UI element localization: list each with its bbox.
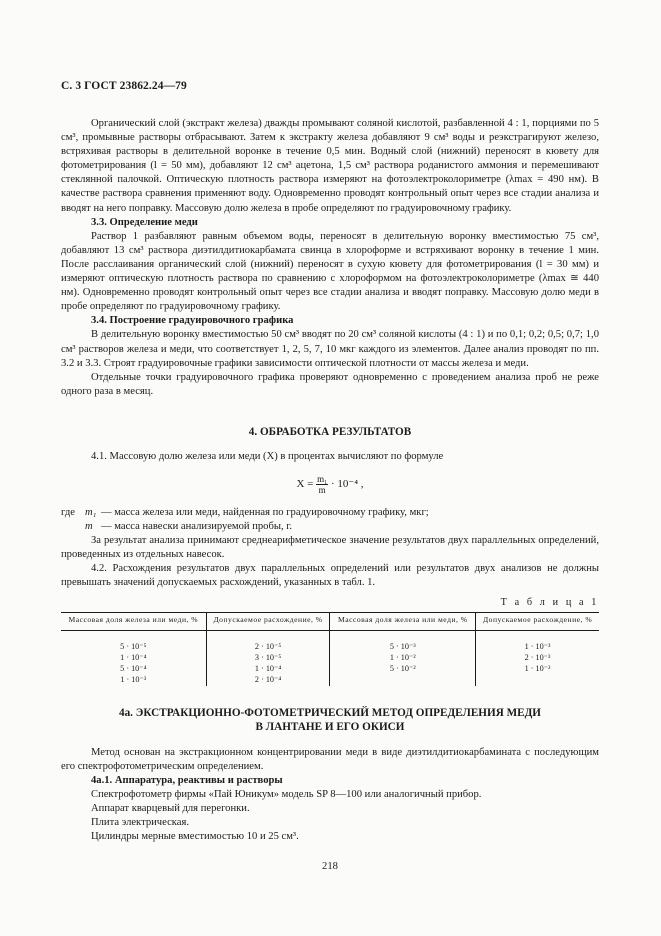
table-cell: 1 · 10⁻²: [330, 653, 476, 664]
formula-numerator: m₁: [317, 474, 328, 485]
heading-section-4a: [61, 706, 599, 734]
paragraph-3-3-copper: Раствор 1 разбавляют равным объемом воды, переносят в делительную воронку вместимостью 75 см³, добавляют 13 см³ раствора диэтилдитиокарбамата свинца в хлороформе и встряхивают воронку в течение 1 мин. После расслаивания органический слой (нижний) переносят в сухую кювету для фотометрирования (l = 30 мм) и измеряют оптическую плотность раствора по сравнению с хлороформом на фотоэлектроколориметре (λmax ≅ 440 нм). Одновременно проводят контрольный опыт через все стадии анализа и вводят поправку. Массовую долю меди в пробе определяют по градуировочному графику.: [61, 230, 599, 313]
table-header-cell: Допускаемое расхождение, %: [476, 613, 599, 631]
table-row: [61, 653, 599, 664]
heading-3-4: 3.4. Построение градуировочного графика: [91, 315, 294, 327]
table-cell: 5 · 10⁻²: [330, 664, 476, 675]
paragraph-result: За результат анализа принимают среднеарифметическое значение результатов двух параллельных определений, проведенных из отдельных навесок.: [61, 535, 599, 561]
formula-lhs: X =: [296, 478, 314, 491]
table-cell: 5 · 10⁻⁵: [61, 631, 206, 653]
table-header-cell: Массовая доля железа или меди, %: [61, 613, 206, 631]
section-4-block: [61, 426, 599, 844]
symbol-m-desc: — масса навески анализируемой пробы, г.: [101, 521, 293, 533]
table-cell: [330, 675, 476, 686]
table-cell: 3 · 10⁻⁵: [206, 653, 330, 664]
table-cell: 5 · 10⁻³: [330, 631, 476, 653]
symbol-m1: m₁: [85, 507, 97, 519]
heading-4a-1: 4а.1. Аппаратура, реактивы и растворы: [91, 774, 283, 786]
paragraph-4a-method: Метод основан на экстракционном концентрировании меди в виде диэтилдитиокарбамината с последующим его спектрофотометрическим определением.: [61, 746, 599, 772]
table-cell: [476, 675, 599, 686]
section-3-block: [61, 117, 599, 399]
symbol-legend: [61, 506, 429, 534]
table-header-cell: Допускаемое расхождение, %: [206, 613, 330, 631]
table-row: [61, 664, 599, 675]
table-cell: 1 · 10⁻³: [524, 642, 551, 652]
table-cell: 2 · 10⁻⁴: [206, 675, 330, 686]
table-cell: 2 · 10⁻⁵: [206, 631, 330, 653]
formula-rhs: · 10⁻⁴ ,: [330, 478, 364, 491]
symbol-m1-desc: — масса железа или меди, найденная по градуировочному графику, мкг;: [101, 507, 429, 519]
formula-denominator: m: [318, 485, 326, 496]
paragraph-3-4-calibration: В делительную воронку вместимостью 50 см³ вводят по 20 см³ соляной кислоты (4 : 1) и по 0,1; 0,2; 0,5; 0,7; 1,0 см³ растворов железа и меди, что соответствует 1, 2, 5, 7, 10 мкг каждого из элементов. Далее анализ проводят по пп. 3.2 и 3.3. Строят градуировочные графики зависимости оптической плотности от массы железа и меди.: [61, 329, 599, 369]
paragraph-3-4-check: Отдельные точки градуировочного графика проверяют одновременно с проведением анализа проб не реже одного раза в месяц.: [61, 371, 599, 397]
formula: [61, 474, 599, 495]
equipment-item: Спектрофотометр фирмы «Пай Юникум» модель SP 8—100 или аналогичный прибор.: [91, 788, 482, 800]
table-header-cell: Массовая доля железа или меди, %: [330, 613, 476, 631]
table-cell: 1 · 10⁻³: [61, 675, 206, 686]
table-cell: 5 · 10⁻⁴: [61, 664, 206, 675]
heading-4a-line-1: 4а. ЭКСТРАКЦИОННО-ФОТОМЕТРИЧЕСКИЙ МЕТОД ОПРЕДЕЛЕНИЯ МЕДИ: [118, 706, 541, 719]
where-label: где: [61, 507, 75, 519]
paragraph-4-2: 4.2. Расхождения результатов двух параллельных определений или результатов двух анализов не должны превышать значений допускаемых расхождений, указанных в табл. 1.: [61, 563, 599, 589]
table-row: [61, 675, 599, 686]
equipment-item: Аппарат кварцевый для перегонки.: [91, 803, 250, 815]
heading-4a-line-2: В ЛАНТАНЕ И ЕГО ОКИСИ: [255, 720, 405, 733]
table-cell: 1 · 10⁻²: [524, 664, 551, 674]
page-header: С. 3 ГОСТ 23862.24—79: [61, 80, 187, 92]
page-number: 218: [322, 861, 338, 872]
equipment-item: Цилиндры мерные вместимостью 10 и 25 см³.: [91, 831, 299, 843]
heading-section-4: 4. ОБРАБОТКА РЕЗУЛЬТАТОВ: [248, 426, 412, 438]
table-cell: 1 · 10⁻⁴: [206, 664, 330, 675]
table-cell: 1 · 10⁻⁴: [61, 653, 206, 664]
paragraph-3-2-iron: Органический слой (экстракт железа) дважды промывают соляной кислотой, разбавленной 4 : 1, порциями по 5 см³, промывные растворы отбрасывают. Затем к экстракту железа добавляют 9 см³ воды и реэкстрагируют железо, встряхивая растворы в делительной воронке в течение 0,5 мин. Водный слой (нижний) переносят в кювету для фотометрирования (l = 50 мм), добавляют 12 см³ ацетона, 1,5 см³ раствора роданистого аммония и перемешивают стеклянной палочкой. Оптическую плотность раствора измеряют на фотоэлектроколориметре (λmax = 490 нм). В качестве раствора сравнения применяют воду. Одновременно проводят контрольный опыт через все стадии анализа и вводят на него поправку. Массовую долю железа в пробе определяют по градуировочному графику.: [61, 118, 599, 214]
heading-3-3: 3.3. Определение меди: [91, 216, 198, 228]
symbol-m: m: [85, 521, 93, 533]
formula-fraction: [316, 474, 328, 495]
paragraph-4-1: 4.1. Массовую долю железа или меди (X) в процентах вычисляют по формуле: [91, 451, 444, 462]
table-1: [61, 612, 599, 685]
table-row: [61, 631, 599, 653]
equipment-item: Плита электрическая.: [91, 817, 189, 829]
table-cell: 2 · 10⁻³: [524, 653, 551, 663]
table-caption: Т а б л и ц а 1: [500, 597, 599, 609]
